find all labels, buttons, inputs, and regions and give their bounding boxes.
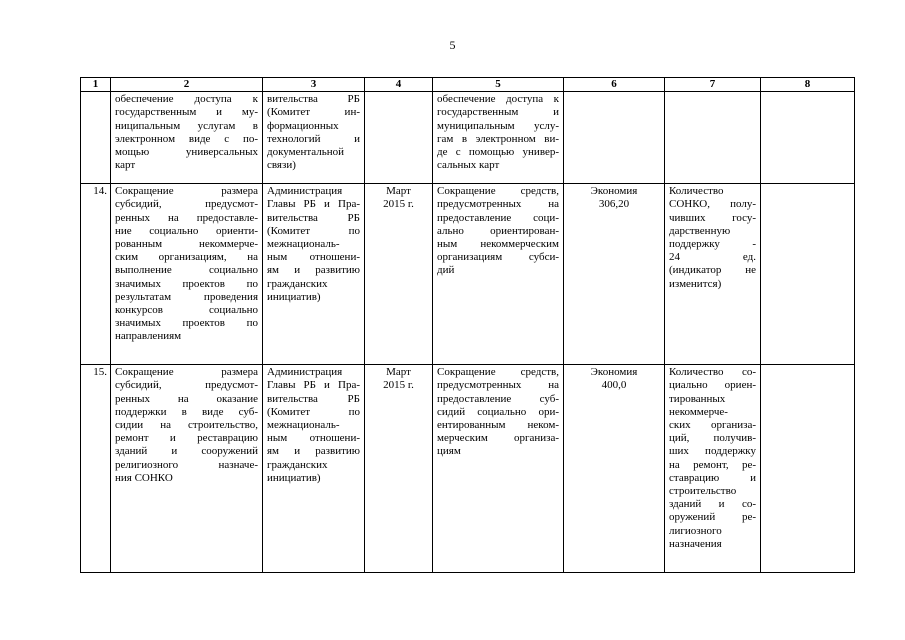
cell-result-line: сидий социально ори-	[437, 405, 559, 418]
cell-responsible-line: Администрация	[267, 185, 343, 198]
cell-responsible-line: межнациональ-	[267, 419, 340, 432]
cell-measure-line: ниципальным услугам в	[115, 119, 258, 132]
table-row	[81, 365, 855, 573]
cell-indicator-line: чивших госу-	[669, 211, 756, 224]
cell-measure	[111, 365, 263, 573]
cell-result-line: ентированным неком-	[437, 419, 559, 432]
cell-responsible	[263, 92, 365, 184]
cell-result-line: предоставление суб-	[437, 392, 559, 405]
cell-indicator	[665, 92, 761, 184]
cell-result-line: Сокращение средств,	[437, 366, 559, 379]
col-header-6: 6	[564, 78, 665, 92]
cell-measure-line: поддержки в виде суб-	[115, 405, 258, 418]
cell-measure-line: электронном виде с по-	[115, 132, 258, 145]
cell-result-line: сальных карт	[437, 159, 500, 172]
cell-responsible	[263, 365, 365, 573]
cell-measure-line: ния СОНКО	[115, 471, 173, 484]
cell-result-line: организациям субси-	[437, 251, 559, 264]
cell-measure-line: обеспечение доступа к	[115, 93, 258, 106]
cell-responsible-line: инициатив)	[267, 471, 321, 484]
cell-measure-line: результатам проведения	[115, 290, 258, 303]
cell-responsible-line: вительства РБ	[267, 392, 360, 405]
cell-measure-line: значимых проектов по	[115, 317, 258, 330]
cell-indicator-line: некоммерче-	[669, 405, 728, 418]
cell-measure	[111, 92, 263, 184]
cell-effect	[564, 92, 665, 184]
cell-responsible-line: (Комитет по	[267, 405, 360, 418]
cell-indicator-line: на ремонт, ре-	[669, 458, 756, 471]
cell-measure-line: значимых проектов по	[115, 277, 258, 290]
cell-responsible-line: инициатив)	[267, 290, 321, 303]
cell-responsible-line: ям и развитию	[267, 264, 360, 277]
cell-result-line: предусмотренных на	[437, 198, 559, 211]
cell-responsible-line: ям и развитию	[267, 445, 360, 458]
cell-period	[365, 184, 433, 365]
cell-responsible-line: (Комитет по	[267, 224, 360, 237]
cell-result-line: де с помощью универ-	[437, 146, 559, 159]
cell-indicator-line: лигиозного	[669, 524, 722, 537]
cell-indicator-line: зданий и со-	[669, 498, 756, 511]
cell-period	[365, 365, 433, 573]
cell-responsible-line: ным отношени-	[267, 432, 360, 445]
col-header-8: 8	[761, 78, 855, 92]
cell-period-line: Март	[386, 366, 411, 379]
cell-measure-line: ренных на предоставле-	[115, 211, 258, 224]
cell-indicator-line: Количество со-	[669, 366, 756, 379]
cell-effect-line: Экономия	[590, 185, 638, 198]
cell-responsible-line: вительства РБ	[267, 211, 360, 224]
cell-result-line: предоставление соци-	[437, 211, 559, 224]
cell-measure-line: сидии на строительство,	[115, 419, 258, 432]
cell-measure-line: карт	[115, 159, 136, 172]
cell-responsible-line: Главы РБ и Пра-	[267, 198, 360, 211]
cell-measure-line: государственным и му-	[115, 106, 258, 119]
cell-responsible-line: Администрация	[267, 366, 343, 379]
cell-indicator-line: тированных	[669, 392, 726, 405]
cell-effect-line: 400,0	[601, 379, 627, 392]
cell-effect	[564, 184, 665, 365]
cell-responsible	[263, 184, 365, 365]
cell-result-line: предусмотренных на	[437, 379, 559, 392]
col-header-4: 4	[365, 78, 433, 92]
cell-result-line: обеспечение доступа к	[437, 93, 559, 106]
cell-result-line: гам в электронном ви-	[437, 132, 559, 145]
cell-result-line: дий	[437, 264, 455, 277]
col-header-5: 5	[433, 78, 564, 92]
cell-result	[433, 92, 564, 184]
table-row	[81, 184, 855, 365]
cell-measure-line: рованным некоммерче-	[115, 238, 258, 251]
cell-result-line: государственным и	[437, 106, 559, 119]
cell-indicator-line: дарственную	[669, 224, 731, 237]
cell-result-line: ально ориентирован-	[437, 224, 559, 237]
cell-number: 14.	[81, 184, 111, 365]
cell-measure-line: направлениям	[115, 330, 182, 343]
cell-indicator-line: (индикатор не	[669, 264, 756, 277]
cell-period	[365, 92, 433, 184]
cell-measure-line: мощью универсальных	[115, 146, 258, 159]
cell-result-line: муниципальным услу-	[437, 119, 559, 132]
cell-indicator-line: ций, получив-	[669, 432, 756, 445]
cell-measure	[111, 184, 263, 365]
cell-measure-line: ремонт и реставрацию	[115, 432, 258, 445]
cell-note	[761, 92, 855, 184]
cell-effect-line: Экономия	[590, 366, 638, 379]
cell-period-line: 2015 г.	[383, 379, 414, 392]
col-header-3: 3	[263, 78, 365, 92]
cell-note	[761, 365, 855, 573]
header-row	[81, 78, 855, 92]
col-header-7: 7	[665, 78, 761, 92]
cell-measure-line: конкурсов социально	[115, 304, 258, 317]
cell-indicator	[665, 365, 761, 573]
cell-indicator-line: ских организа-	[669, 419, 756, 432]
cell-result	[433, 365, 564, 573]
cell-measure-line: субсидий, предусмот-	[115, 198, 258, 211]
cell-period-line: Март	[386, 185, 411, 198]
cell-responsible-line: формационных	[267, 119, 339, 132]
page-number: 5	[449, 38, 456, 52]
cell-responsible-line: Главы РБ и Пра-	[267, 379, 360, 392]
table-row	[81, 92, 855, 184]
cell-measure-line: религиозного назначе-	[115, 458, 258, 471]
cell-result-line: Сокращение средств,	[437, 185, 559, 198]
cell-indicator-line: ставрацию и	[669, 471, 756, 484]
cell-indicator-line: оружений ре-	[669, 511, 756, 524]
col-header-1: 1	[81, 78, 111, 92]
cell-note	[761, 184, 855, 365]
col-header-2: 2	[111, 78, 263, 92]
cell-responsible-line: гражданских	[267, 277, 328, 290]
cell-responsible-line: (Комитет ин-	[267, 106, 360, 119]
cell-effect-line: 306,20	[598, 198, 630, 211]
cell-measure-line: Сокращение размера	[115, 366, 258, 379]
cell-indicator-line: циально ориен-	[669, 379, 756, 392]
cell-result-line: мерческим организа-	[437, 432, 559, 445]
cell-responsible-line: связи)	[267, 159, 296, 172]
cell-measure-line: ренных на оказание	[115, 392, 258, 405]
cell-measure-line: ние социально ориенти-	[115, 224, 258, 237]
cell-result	[433, 184, 564, 365]
cell-measure-line: субсидий, предусмот-	[115, 379, 258, 392]
cell-indicator	[665, 184, 761, 365]
cell-number	[81, 92, 111, 184]
cell-measure-line: зданий и сооружений	[115, 445, 258, 458]
cell-indicator-line: Количество	[669, 185, 724, 198]
cell-measure-line: выполнение социально	[115, 264, 258, 277]
cell-period-line: 2015 г.	[383, 198, 414, 211]
cell-indicator-line: поддержку -	[669, 238, 756, 251]
cell-responsible-line: межнациональ-	[267, 238, 340, 251]
measures-table	[80, 77, 855, 573]
cell-measure-line: Сокращение размера	[115, 185, 258, 198]
cell-responsible-line: вительства РБ	[267, 93, 360, 106]
cell-measure-line: ским организациям, на	[115, 251, 258, 264]
cell-responsible-line: ным отношени-	[267, 251, 360, 264]
cell-indicator-line: назначения	[669, 537, 722, 550]
cell-effect	[564, 365, 665, 573]
cell-result-line: ным некоммерческим	[437, 238, 559, 251]
cell-responsible-line: технологий и	[267, 132, 360, 145]
cell-indicator-line: изменится)	[669, 277, 722, 290]
cell-indicator-line: ших поддержку	[669, 445, 756, 458]
cell-responsible-line: гражданских	[267, 458, 328, 471]
cell-indicator-line: 24 ед.	[669, 251, 756, 264]
cell-indicator-line: СОНКО, полу-	[669, 198, 756, 211]
cell-responsible-line: документальной	[267, 146, 345, 159]
cell-result-line: циям	[437, 445, 461, 458]
cell-number: 15.	[81, 365, 111, 573]
cell-indicator-line: строительство	[669, 485, 737, 498]
